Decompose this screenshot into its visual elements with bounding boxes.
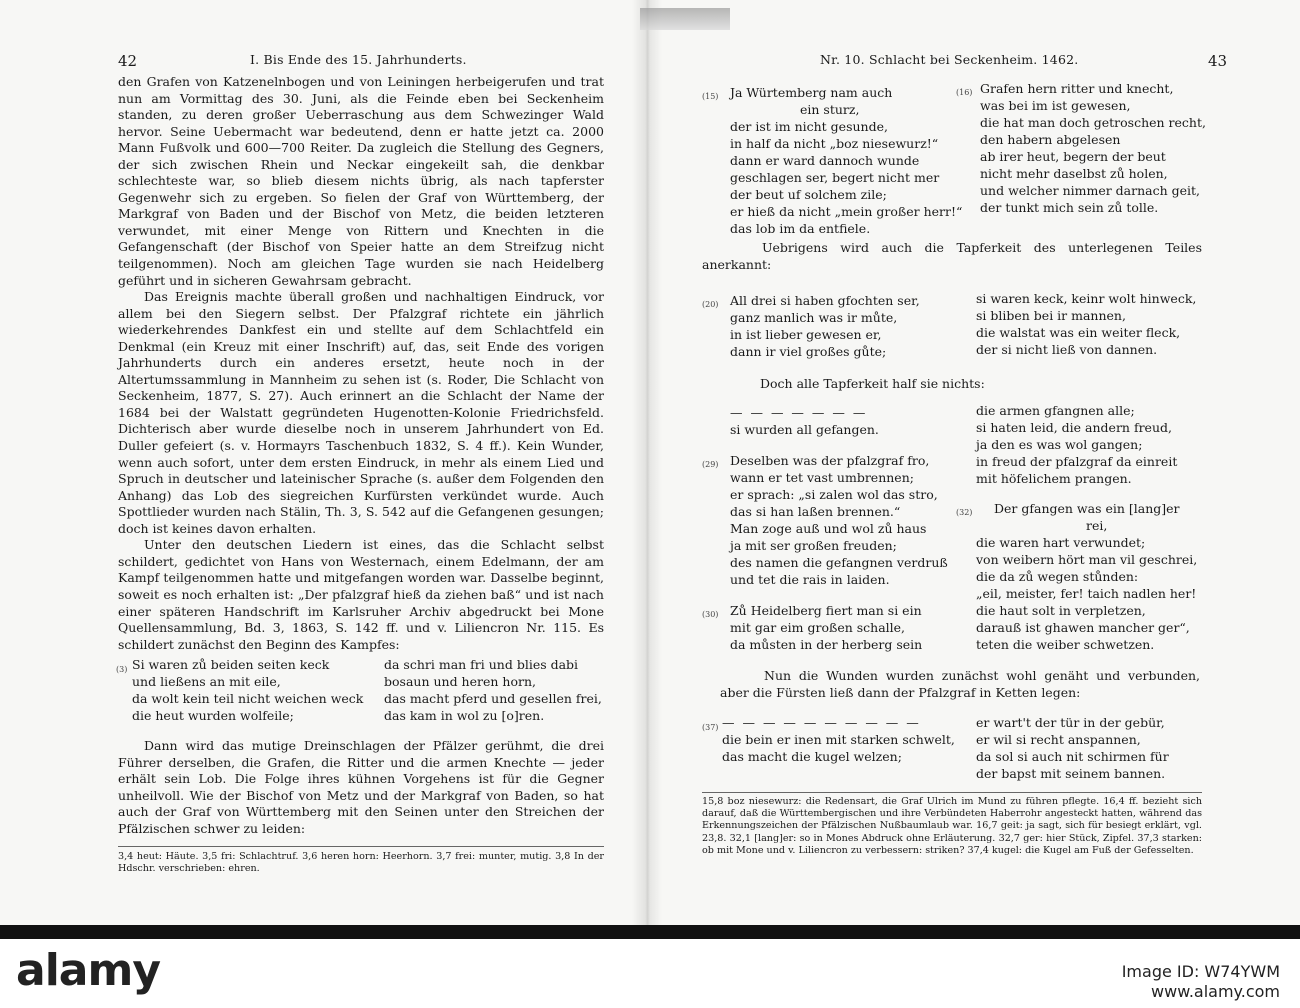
verse-line: von weibern hört man vil geschrei, bbox=[976, 552, 1198, 567]
verse-line: und tet die rais in laiden. bbox=[730, 572, 890, 587]
verse-line: in ist lieber gewesen er, bbox=[730, 327, 882, 342]
verse-line: die waren hart verwundet; bbox=[976, 535, 1146, 550]
verse-line: darauß ist ghawen mancher ger“, bbox=[976, 620, 1190, 635]
verse-line: da wolt kein teil nicht weichen weck bbox=[132, 691, 364, 706]
verse-line: die haut solt in verpletzen, bbox=[976, 603, 1146, 618]
fragment-right bbox=[976, 402, 1177, 487]
verse-line: ein sturz, bbox=[800, 102, 860, 117]
verse-line: mit gar eim großen schalle, bbox=[730, 620, 906, 635]
verse-line: ganz manlich was ir můte, bbox=[730, 310, 898, 325]
verse-line: Deselben was der pfalzgraf fro, bbox=[730, 453, 930, 468]
stanza-number: (3) bbox=[116, 665, 128, 674]
verse-line: das lob im da entfiele. bbox=[730, 221, 871, 236]
stanza-number: (32) bbox=[956, 508, 973, 517]
stanza-number: (15) bbox=[702, 92, 719, 101]
verse-line: die walstat was ein weiter fleck, bbox=[976, 325, 1181, 340]
verse-line: der tunkt mich sein zů tolle. bbox=[980, 200, 1159, 215]
verse-line: die heut wurden wolfeile; bbox=[132, 708, 294, 723]
omission-dashes: — — — — — — — bbox=[730, 405, 868, 420]
intro-text: Nun die Wunden wurden zunächst wohl genäht und verbunden, aber die Fürsten ließ dann der Pfalzgraf in Ketten legen: bbox=[720, 668, 1200, 700]
intro-text: Doch alle Tapferkeit half sie nichts: bbox=[760, 376, 985, 391]
verse-line: die bein er inen mit starken schwelt, bbox=[722, 732, 955, 747]
verse-line: der si nicht ließ von dannen. bbox=[976, 342, 1158, 357]
verse-line: Grafen hern ritter und knecht, bbox=[980, 81, 1174, 96]
page-number: 43 bbox=[1208, 52, 1228, 70]
stanza-32 bbox=[976, 500, 1197, 653]
verse-line: das kam in wol zu [o]ren. bbox=[384, 708, 545, 723]
site-url: www.alamy.com bbox=[1151, 982, 1280, 1001]
running-head: I. Bis Ende des 15. Jahrhunderts. bbox=[250, 52, 467, 67]
body-text bbox=[118, 738, 604, 837]
paragraph: Dann wird das mutige Dreinschlagen der Pfälzer gerühmt, die drei Führer derselben, die Grafen, die Ritter und die armen Knechte — jeder erhält sein Lob. Die Folge ihres kühnen Vorgehens ist für die Gegner unheilvoll. Wie der Bischof von Metz und der Markgraf von Baden, so hat auch der Graf von Württemberg mit den Seinen unter den Streichen der Pfälzischen schwer zu leiden: bbox=[118, 738, 604, 836]
body-text bbox=[118, 74, 604, 653]
verse-line: der beut uf solchem zile; bbox=[730, 187, 887, 202]
paragraph: Das Ereignis machte überall großen und nachhaltigen Eindruck, vor allem bei den Siegern selbst. Der Pfalzgraf richtete ein jährlich wiederkehrendes Dankfest ein und stellte auf dem Schlachtfeld ein Denkmal (ein Kreuz mit einer Inschrift) auf, das, seit Ende des vorigen Jahrhunderts durch ein anderes ersetzt, heute noch in der Altertumssammlung in Mannheim zu sehen ist (s. Roder, Die Schlacht von Seckenheim, 1877, S. 27). Auch erinnert an die Schlacht der Name der 1684 bei der Walstatt gegründeten Hugenotten-Kolonie Friedrichsfeld. Dichterisch aber wurde dieselbe noch in unserem Jahrhundert von Ed. Duller gefeiert (s. v. Hormayrs Taschenbuch 1832, S. 4 ff.). Kein Wunder, wenn auch sofort, unter dem ersten Eindruck, in mehr als einem Lied und Spruch in deutscher und lateinischer Sprache (s. außer dem Folgenden den Anhang) das Lob des siegreichen Kurfürsten verkündet wurde. Auch Spottlieder wurden nach Stälin, Th. 3, S. 542 auf die Gefangenen gesungen; doch ist keines davon erhalten. bbox=[118, 289, 604, 536]
intro-text: Uebrigens wird auch die Tapferkeit des unterlegenen Teiles anerkannt: bbox=[702, 240, 1202, 272]
verse-line: da schri man fri und blies dabi bbox=[384, 657, 579, 672]
verse-line: in freud der pfalzgraf da einreit bbox=[976, 454, 1178, 469]
stanza-15 bbox=[730, 84, 962, 237]
verse-line: er sprach: „si zalen wol das stro, bbox=[730, 487, 938, 502]
stanza-20-right bbox=[976, 290, 1196, 358]
verse-line: das macht pferd und gesellen frei, bbox=[384, 691, 602, 706]
verse-line: ab irer heut, begern der beut bbox=[980, 149, 1166, 164]
verse-line: teten die weiber schwetzen. bbox=[976, 637, 1155, 652]
verse-line: und welcher nimmer darnach geit, bbox=[980, 183, 1201, 198]
verse-line: ja mit ser großen freuden; bbox=[730, 538, 897, 553]
stanza-number: (29) bbox=[702, 460, 719, 469]
stanza-number: (37) bbox=[702, 723, 719, 732]
verse-line: der ist im nicht gesunde, bbox=[730, 119, 888, 134]
left-page bbox=[0, 0, 640, 925]
stanza-30 bbox=[730, 602, 922, 653]
paragraph: den Grafen von Katzenelnbogen und von Leiningen herbeigerufen und trat nun am Vormittag des 30. Juni, als die Feinde eben bei Seckenheim standen, zu deren großer Ueberraschung aus dem Schwezinger Wald hervor. Seine Uebermacht war bedeutend, denn er hatte jetzt ca. 2000 Mann Fußvolk und 600—700 Reiter. Da zugleich die Stellung des Gegners, der sich zwischen Rhein und Neckar eingekeilt sah, die denkbar schlechteste war, so blieb diesem nichts übrig, als nach tapferster Gegenwehr sich zu ergeben. So fielen der Graf von Württemberg, der Markgraf von Baden und der Bischof von Metz, die beiden letzteren verwundet, mit einer Menge von Rittern und Knechten in die Gefangenschaft (der Bischof von Speier hatte an dem Streifzug nicht teilgenommen). Noch am gleichen Tage wurden sie nach Heidelberg geführt und in sicheren Gewahrsam gebracht. bbox=[118, 74, 604, 288]
verse-line: und ließens an mit eile, bbox=[132, 674, 281, 689]
stanza-left-column bbox=[132, 656, 363, 724]
scan-edge bbox=[0, 925, 1300, 939]
stanza-number: (16) bbox=[956, 88, 973, 97]
watermark-bar bbox=[0, 939, 1300, 1008]
verse-line: da sol si auch nit schirmen für bbox=[976, 749, 1169, 764]
stanza-37-left bbox=[722, 714, 955, 765]
verse-line: er wil si recht anspannen, bbox=[976, 732, 1141, 747]
verse-line: er hieß da nicht „mein großer herr!“ bbox=[730, 204, 963, 219]
stanza-right-column bbox=[384, 656, 602, 724]
stanza-number: (30) bbox=[702, 610, 719, 619]
verse-line: All drei si haben gfochten ser, bbox=[730, 293, 920, 308]
fragment-left bbox=[730, 404, 879, 438]
verse-line: si wurden all gefangen. bbox=[730, 422, 879, 437]
verse-line: nicht mehr daselbst zů holen, bbox=[980, 166, 1168, 181]
verse-line: dann ir viel großes gůte; bbox=[730, 344, 887, 359]
omission-dashes: — — — — — — — — — — bbox=[722, 715, 921, 730]
footnote-rule bbox=[118, 846, 604, 847]
stanza-16 bbox=[980, 80, 1206, 216]
stanza-number: (20) bbox=[702, 300, 719, 309]
verse-line: Ja Würtemberg nam auch bbox=[730, 85, 893, 100]
verse-line: Si waren zů beiden seiten keck bbox=[132, 657, 330, 672]
footnote-rule bbox=[702, 792, 1202, 793]
verse-line: in half da nicht „boz niesewurz!“ bbox=[730, 136, 939, 151]
page-number: 42 bbox=[118, 52, 138, 70]
verse-line: bosaun und heren horn, bbox=[384, 674, 536, 689]
verse-line: den habern abgelesen bbox=[980, 132, 1121, 147]
image-id-text bbox=[1122, 962, 1280, 1002]
right-page bbox=[660, 0, 1300, 925]
verse-line: ja den es was wol gangen; bbox=[976, 437, 1143, 452]
stanza-20-left bbox=[730, 292, 920, 360]
verse-line: „eil, meister, fer! taich nadlen her! bbox=[976, 586, 1197, 601]
stanza-37-right bbox=[976, 714, 1169, 782]
verse-line: geschlagen ser, begert nicht mer bbox=[730, 170, 940, 185]
running-head: Nr. 10. Schlacht bei Seckenheim. 1462. bbox=[820, 52, 1079, 67]
verse-line: das si han laßen brennen.“ bbox=[730, 504, 901, 519]
verse-line: si bliben bei ir mannen, bbox=[976, 308, 1126, 323]
verse-line: da můsten in der herberg sein bbox=[730, 637, 923, 652]
verse-line: die hat man doch getroschen recht, bbox=[980, 115, 1206, 130]
verse-line: dann er ward dannoch wunde bbox=[730, 153, 920, 168]
image-id-label: Image ID: W74YWM bbox=[1121, 962, 1280, 981]
footnote: 3,4 heut: Häute. 3,5 fri: Schlachtruf. 3,6 heren horn: Heerhorn. 3,7 frei: munter, mutig. 3,8 In der Hdschr. verschrieben: ehren. bbox=[118, 851, 604, 875]
verse-line: das macht die kugel welzen; bbox=[722, 749, 902, 764]
verse-line: wann er tet vast umbrennen; bbox=[730, 470, 914, 485]
verse-line: si waren keck, keinr wolt hinweck, bbox=[976, 291, 1197, 306]
verse-line: Zů Heidelberg fiert man si ein bbox=[730, 603, 922, 618]
verse-line: Der gfangen was ein [lang]er bbox=[994, 501, 1180, 516]
footnote: 15,8 boz niesewurz: die Redensart, die Graf Ulrich im Mund zu führen pflegte. 16,4 ff. bezieht sich darauf, daß die Württembergischen und ihre Verbündeten Haberrohr angesteckt hatten, während das Erkennungszeichen der Pfälzischen Nußbaumlaub war. 16,7 geit: ja sagt, sich für besiegt erklärt, vgl. 23,8. 32,1 [lang]er: so in Mones Abdruck ohne Erläuterung. 32,7 ger: hier Stück, Zipfel. 37,3 starken: ob mit Mone und v. Liliencron zu verbessern: striken? 37,4 kugel: die Kugel am Fuß der Gefesselten. bbox=[702, 796, 1202, 856]
stanza-29 bbox=[730, 452, 948, 588]
verse-line: er wart't der tür in der gebür, bbox=[976, 715, 1165, 730]
verse-line: mit höfelichem prangen. bbox=[976, 471, 1132, 486]
verse-line: die da zů wegen stůnden: bbox=[976, 569, 1139, 584]
verse-line: was bei im ist gewesen, bbox=[980, 98, 1131, 113]
verse-line: des namen die gefangnen verdruß bbox=[730, 555, 948, 570]
verse-line: die armen gfangnen alle; bbox=[976, 403, 1135, 418]
verse-line: Man zoge auß und wol zů haus bbox=[730, 521, 927, 536]
verse-line: si haten leid, die andern freud, bbox=[976, 420, 1172, 435]
verse-line: rei, bbox=[1086, 518, 1108, 533]
alamy-logo: alamy bbox=[16, 945, 160, 996]
paragraph: Unter den deutschen Liedern ist eines, das die Schlacht selbst schildert, gedichtet von Hans von Westernach, einem Edelmann, der am Kampf teilgenommen hatte und mitgefangen worden war. Dasselbe beginnt, soweit es noch erhalten ist: „Der pfalzgraf hieß da ziehen baß“ und ist nach einer späteren Handschrift im Karlsruher Archiv abgedruckt bei Mone Quellensammlung, Bd. 3, 1863, S. 142 ff. und v. Liliencron Nr. 115. Es schildert zunächst den Beginn des Kampfes: bbox=[118, 537, 604, 652]
verse-line: der bapst mit seinem bannen. bbox=[976, 766, 1166, 781]
